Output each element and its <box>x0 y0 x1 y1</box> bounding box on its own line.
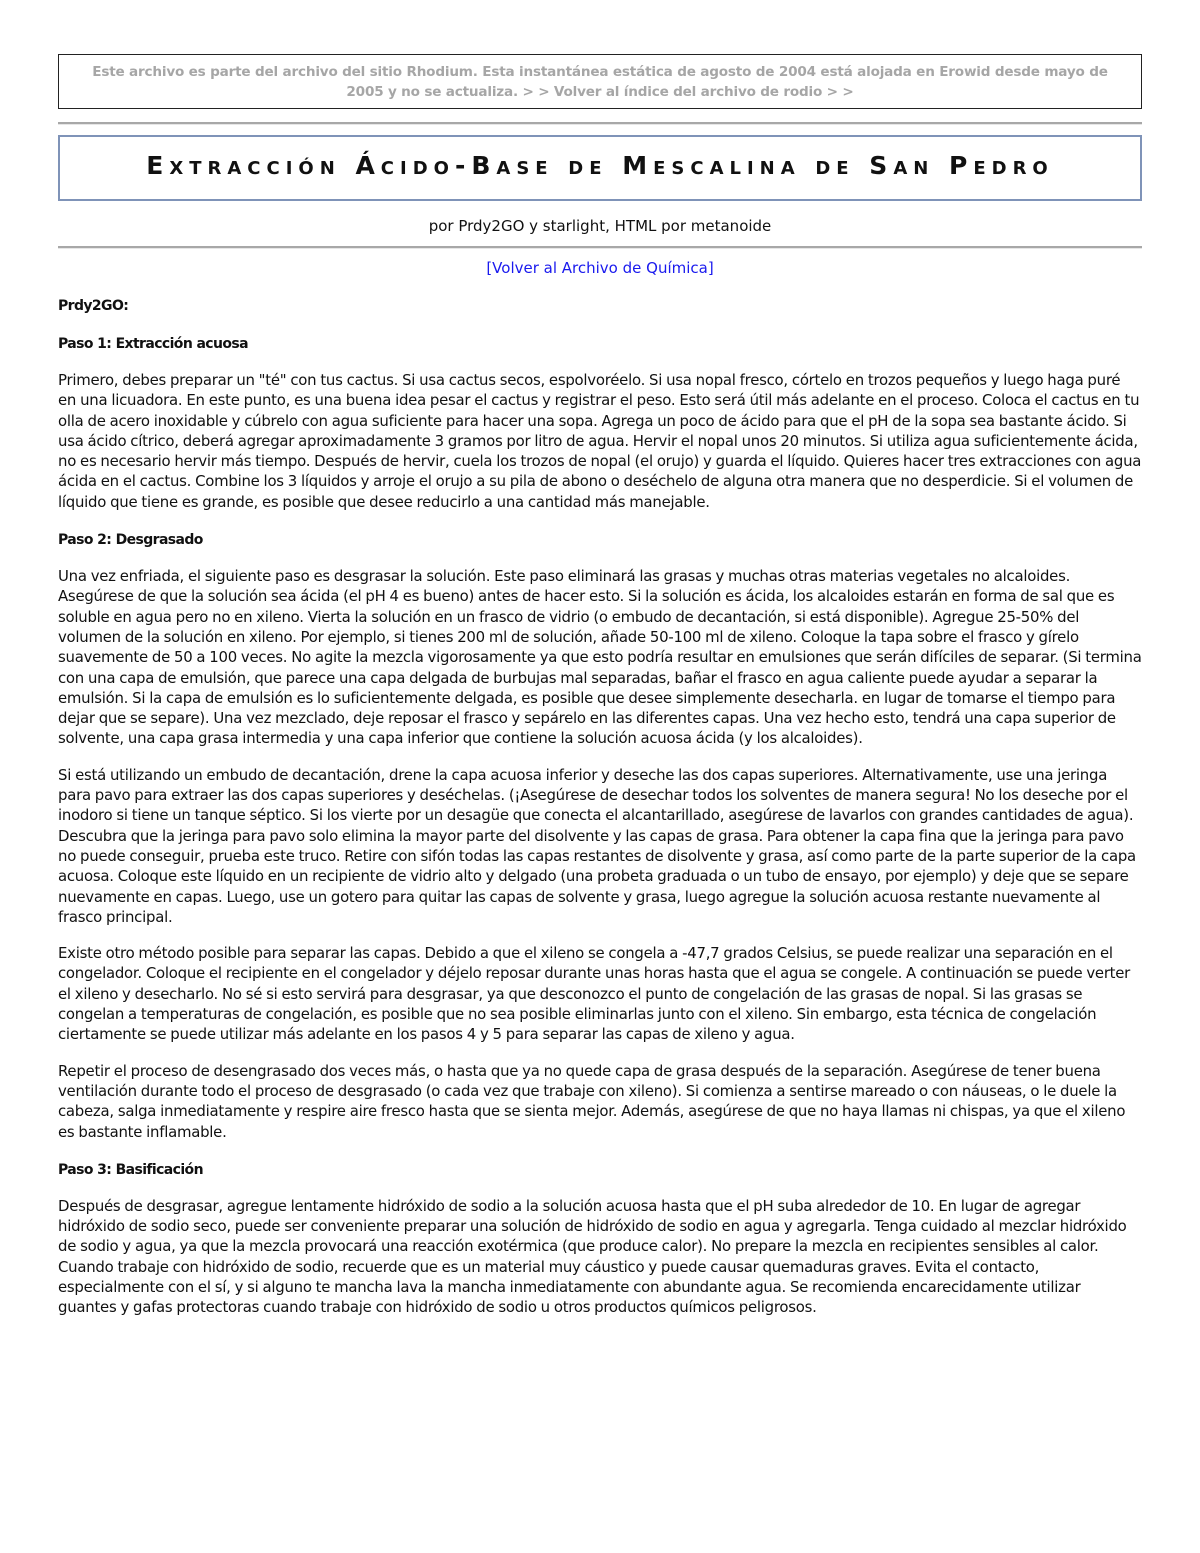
back-link-row <box>58 258 1142 278</box>
paragraph: Una vez enfriada, el siguiente paso es desgrasar la solución. Este paso eliminará las grasas y muchas otras materias vegetales no alcaloides. Asegúrese de que la solución sea ácida (el pH 4 es bueno) antes de hacer esto. Si la solución es ácida, los alcaloides estarán en forma de sal que es soluble en agua pero no en xileno. Vierta la solución en un frasco de vidrio (o embudo de decantación, si está disponible). Agregue 25-50% del volumen de la solución en xileno. Por ejemplo, si tienes 200 ml de solución, añade 50-100 ml de xileno. Coloque la tapa sobre el frasco y gírelo suavemente de 50 a 100 veces. No agite la mezcla vigorosamente ya que esto podría resultar en emulsiones que serán difíciles de separar. (Si termina con una capa de emulsión, que parece una capa delgada de burbujas mal separadas, bañar el frasco en agua caliente puede ayudar a separar la emulsión. Si la capa de emulsión es lo suficientemente delgada, es posible que desee simplemente desecharla. en lugar de tomarse el tiempo para dejar que se separe). Una vez mezclado, deje reposar el frasco y sepárelo en las diferentes capas. Una vez hecho esto, tendrá una capa superior de solvente, una capa grasa intermedia y una capa inferior que contiene la solución acuosa ácida (y los alcaloides). <box>58 567 1142 748</box>
back-to-chemistry-archive-link[interactable]: [Volver al Archivo de Química] <box>486 259 714 277</box>
archive-notice <box>58 54 1142 109</box>
step-heading: Paso 2: Desgrasado <box>58 532 203 549</box>
paragraph: Después de desgrasar, agregue lentamente hidróxido de sodio a la solución acuosa hasta que el pH suba alrededor de 10. En lugar de agregar hidróxido de sodio seco, puede ser conveniente preparar una solución de hidróxido de sodio en agua y agregarla. Tenga cuidado al mezclar hidróxido de sodio y agua, ya que la mezcla provocará una reacción exotérmica (que produce calor). No prepare la mezcla en recipientes sensibles al calor. Cuando trabaje con hidróxido de sodio, recuerde que es un material muy cáustico y puede causar quemaduras graves. Evita el contacto, especialmente con el sí, y si alguno te mancha lava la mancha inmediatamente con abundante agua. Se recomienda encarecidamente utilizar guantes y gafas protectoras cuando trabaje con hidróxido de sodio u otros productos químicos peligrosos. <box>58 1196 1127 1317</box>
divider <box>58 246 1142 249</box>
title-box <box>58 135 1142 201</box>
paragraph: Repetir el proceso de desengrasado dos veces más, o hasta que ya no quede capa de grasa después de la separación. Asegúrese de tener buena ventilación durante todo el proceso de desgrasado (o cada vez que trabaje con xileno). Si comienza a sentirse mareado o con náuseas, o le duele la cabeza, salga inmediatamente y respire aire fresco hasta que se sienta mejor. Además, asegúrese de que no haya llamas ni chispas, ya que el xileno es bastante inflamable. <box>58 1061 1126 1141</box>
paragraph: Si está utilizando un embudo de decantación, drene la capa acuosa inferior y deseche las dos capas superiores. Alternativamente, use una jeringa para pavo para extraer las dos capas superiores y deséchelas. (¡Asegúrese de desechar todos los solventes de manera segura! No los deseche por el inodoro si tiene un tanque séptico. Si los vierte por un desagüe que conecta el alcantarillado, asegúrese de lavarlos con grandes cantidades de agua). Descubra que la jeringa para pavo solo elimina la mayor parte del disolvente y las capas de grasa. Para obtener la capa fina que la jeringa para pavo no puede conseguir, prueba este truco. Retire con sifón todas las capas restantes de disolvente y grasa, así como parte de la parte superior de la capa acuosa. Coloque este líquido en un recipiente de vidrio alto y delgado (una probeta graduada o un tubo de ensayo, por ejemplo) y deje que se separe nuevamente en capas. Luego, use un gotero para quitar las capas de solvente y grasa, luego agregue la solución acuosa restante nuevamente al frasco principal. <box>58 765 1136 926</box>
document-page <box>58 54 1142 1318</box>
paragraph: Primero, debes preparar un "té" con tus cactus. Si usa cactus secos, espolvoréelo. Si usa nopal fresco, córtelo en trozos pequeños y luego haga puré en una licuadora. En este punto, es una buena idea pesar el cactus y registrar el peso. Esto será útil más adelante en el proceso. Coloca el cactus en tu olla de acero inoxidable y cúbrelo con agua suficiente para hacer una sopa. Agrega un poco de ácido para que el pH de la sopa sea bastante ácido. Si usa ácido cítrico, deberá agregar aproximadamente 3 gramos por litro de agua. Hervir el nopal unos 20 minutos. Si utiliza agua suficientemente ácida, no es necesario hervir más tiempo. Después de hervir, cuela los trozos de nopal (el orujo) y guarda el líquido. Quieres hacer tres extracciones con agua ácida en el cactus. Combine los 3 líquidos y arroje el orujo a su pila de abono o deséchelo de alguna otra manera que no desperdicie. Si el volumen de líquido que tiene es grande, es posible que desee reducirlo a una cantidad más manejable. <box>58 371 1142 511</box>
divider <box>58 122 1142 125</box>
byline: por Prdy2GO y starlight, HTML por metanoide <box>428 217 772 235</box>
page-title: Extracción Ácido-Base de Mescalina de San Pedro <box>146 151 1054 180</box>
archive-notice-text: Este archivo es parte del archivo del sitio Rhodium. Esta instantánea estática de agosto de 2004 está alojada en Erowid desde mayo de 2005 y no se actualiza. <box>92 64 1108 100</box>
archive-index-link[interactable]: > > Volver al índice del archivo de rodio > > <box>522 84 854 100</box>
paragraph: Existe otro método posible para separar las capas. Debido a que el xileno se congela a -47,7 grados Celsius, se puede realizar una separación en el congelador. Coloque el recipiente en el congelador y déjelo reposar durante unas horas hasta que el agua se congele. A continuación se puede verter el xileno y desecharlo. No sé si esto servirá para desgrasar, ya que desconozco el punto de congelación de las grasas de nopal. Si las grasas se congelan a temperaturas de congelación, es posible que no sea posible eliminarlas junto con el xileno. Sin embargo, esta técnica de congelación ciertamente se puede utilizar más adelante en los pasos 4 y 5 para separar las capas de xileno y agua. <box>58 944 1131 1044</box>
step-heading: Paso 1: Extracción acuosa <box>58 336 248 352</box>
author-label: Prdy2GO: <box>58 298 129 314</box>
step-heading: Paso 3: Basificación <box>58 1161 203 1178</box>
